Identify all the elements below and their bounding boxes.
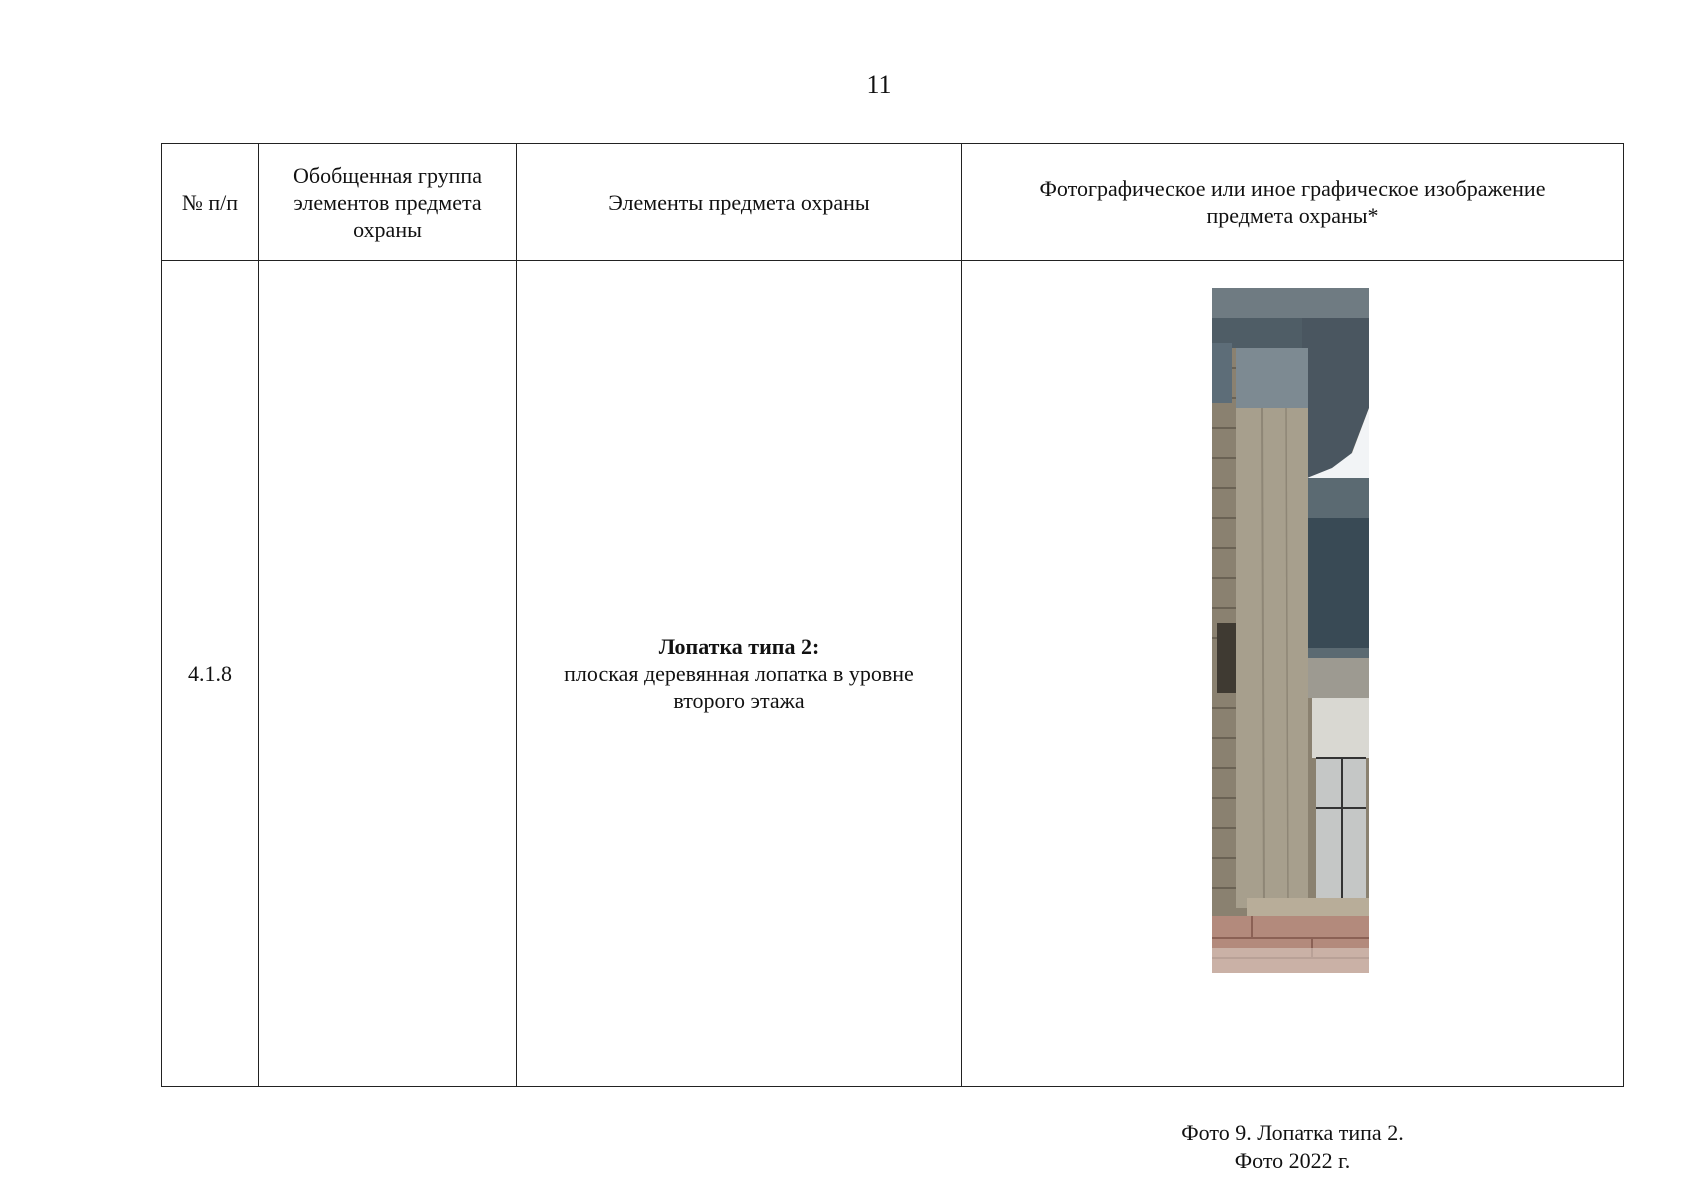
row-elements xyxy=(517,261,962,1087)
page-number: 11 xyxy=(866,70,892,99)
photo-caption-line2: Фото 2022 г. xyxy=(1234,1148,1351,1173)
table-row xyxy=(162,261,1624,1087)
element-description: плоская деревянная лопатка в уровне второго этажа xyxy=(564,661,914,713)
photo-caption-line1: Фото 9. Лопатка типа 2. xyxy=(1181,1120,1404,1145)
protection-table xyxy=(161,143,1624,1173)
row-num: 4.1.8 xyxy=(162,261,259,1087)
photo-caption xyxy=(962,1119,1623,1175)
table-header-row xyxy=(162,144,1624,261)
header-elements: Элементы предмета охраны xyxy=(517,144,962,261)
header-group: Обобщенная группа элементов предмета охраны xyxy=(259,144,517,261)
header-image: Фотографическое или иное графическое изображение предмета охраны* xyxy=(962,144,1624,261)
row-image xyxy=(962,261,1624,1173)
row-group xyxy=(259,261,517,1087)
pilaster-photo xyxy=(1212,288,1369,973)
header-num: № п/п xyxy=(162,144,259,261)
element-title: Лопатка типа 2: xyxy=(658,634,820,659)
